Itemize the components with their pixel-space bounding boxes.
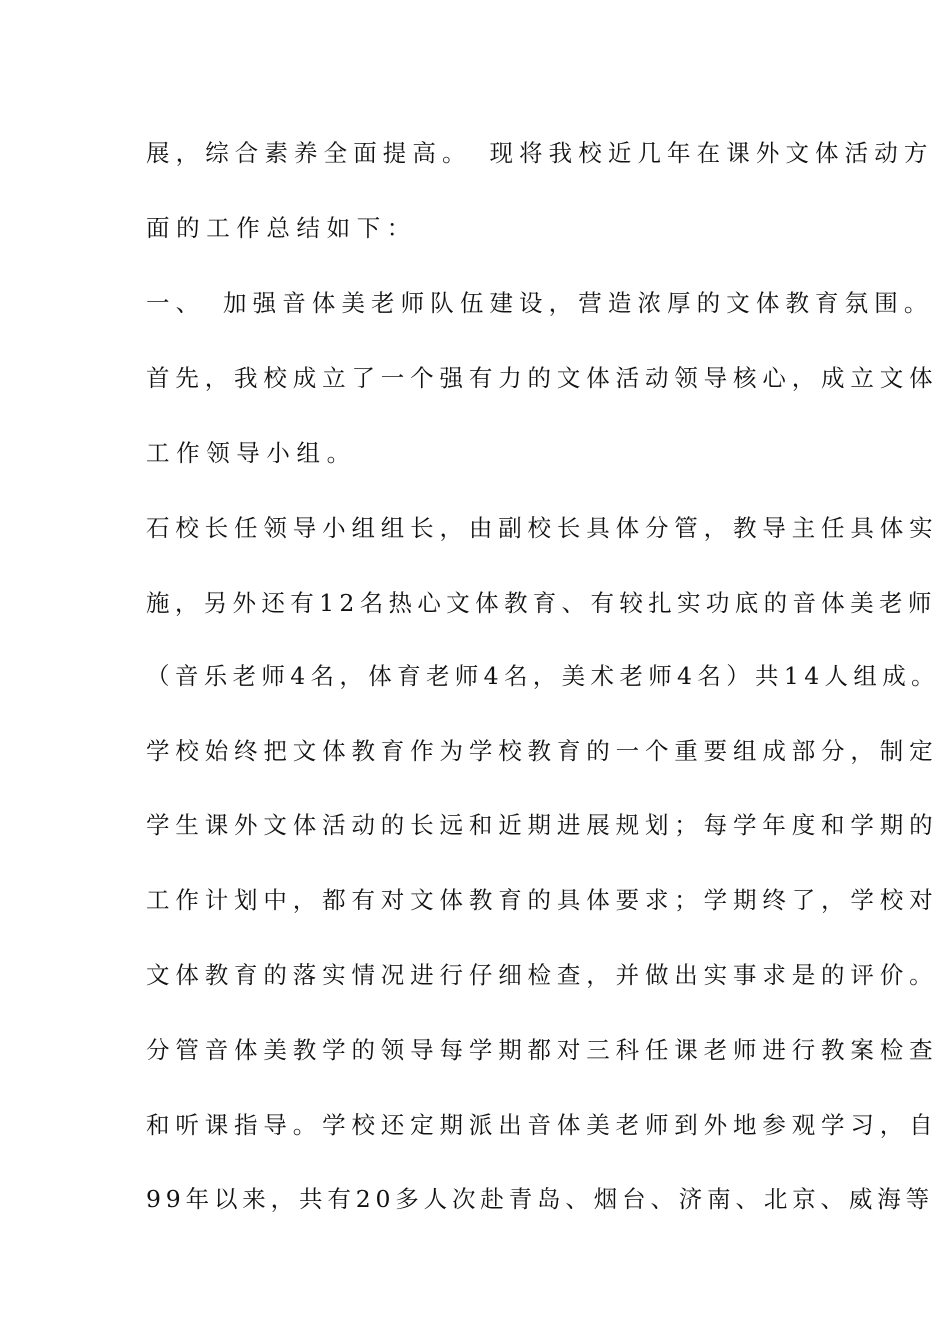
paragraph-line: 99年以来，共有20多人次赴青岛、烟台、济南、北京、威海等 <box>146 1185 934 1213</box>
paragraph-line: 工作计划中，都有对文体教育的具体要求；学期终了，学校对 <box>146 886 939 914</box>
section-heading: 一、 加强音体美老师队伍建设，营造浓厚的文体教育氛围。 <box>146 289 934 317</box>
paragraph-line: 和听课指导。学校还定期派出音体美老师到外地参观学习，自 <box>146 1111 939 1139</box>
paragraph-line: 施，另外还有12名热心文体教育、有较扎实功底的音体美老师 <box>146 589 937 617</box>
paragraph-line: 首先，我校成立了一个强有力的文体活动领导核心，成立文体 <box>146 364 939 392</box>
paragraph-line: 石校长任领导小组组长，由副校长具体分管，教导主任具体实 <box>146 514 939 542</box>
paragraph-line: 面的工作总结如下： <box>146 214 417 242</box>
paragraph-line: 学校始终把文体教育作为学校教育的一个重要组成部分，制定 <box>146 737 939 765</box>
paragraph-line: 工作领导小组。 <box>146 439 357 467</box>
paragraph-line: 分管音体美教学的领导每学期都对三科任课老师进行教案检查 <box>146 1036 939 1064</box>
paragraph-line: 展，综合素养全面提高。 现将我校近几年在课外文体活动方 <box>146 139 934 167</box>
paragraph-line: （音乐老师4名，体育老师4名，美术老师4名）共14人组成。 <box>146 662 940 690</box>
paragraph-line: 文体教育的落实情况进行仔细检查，并做出实事求是的评价。 <box>146 961 939 989</box>
paragraph-line: 学生课外文体活动的长远和近期进展规划；每学年度和学期的 <box>146 811 939 839</box>
